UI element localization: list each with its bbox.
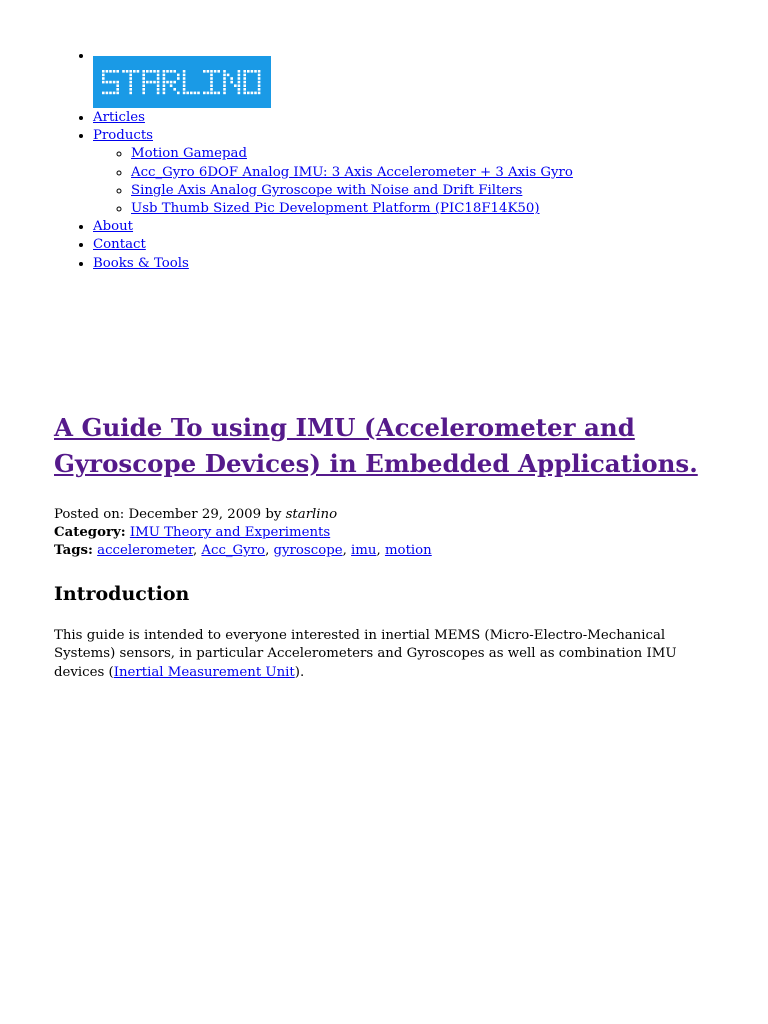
nav-link-contact[interactable]: Contact [93,237,146,253]
title-line-2: Gyroscope Devices) in Embedded Applications. [54,449,698,478]
tag-link[interactable]: Acc_Gyro [201,543,266,559]
submenu-item [131,200,720,218]
tag-link[interactable]: motion [384,543,432,559]
category-label: Category: [54,525,126,541]
submenu-item [131,145,720,163]
nav-item-contact [93,236,720,254]
nav-link-books-tools[interactable]: Books & Tools [93,255,189,271]
tag-link[interactable]: gyroscope [273,543,343,559]
nav-link-single-axis-gyro[interactable]: Single Axis Analog Gyroscope with Noise and Drift Filters [131,182,523,198]
intro-end: ). [294,664,305,680]
products-submenu [93,145,720,218]
posted-by: by [261,507,286,522]
posted-date: December 29, 2009 [128,507,262,522]
post-meta [54,506,714,561]
tags-row: Tags: accelerometer, Acc_Gyro, gyroscope, imu, motion [54,543,432,559]
nav-item-books-tools [93,255,720,273]
category-row [54,524,714,542]
nav-item-about [93,218,720,236]
nav-link-acc-gyro[interactable]: Acc_Gyro 6DOF Analog IMU: 3 Axis Accelerometer + 3 Axis Gyro [131,164,573,180]
nav-link-usb-pic[interactable]: Usb Thumb Sized Pic Development Platform (PIC18F14K50) [131,201,540,217]
nav-item-products [93,127,720,218]
nav-item-articles [93,109,720,127]
tag-link[interactable]: accelerometer [97,543,193,559]
nav-link-products[interactable]: Products [93,128,153,144]
nav-link-about[interactable]: About [93,219,134,235]
article-title [54,410,714,482]
category-link[interactable]: IMU Theory and Experiments [129,525,331,541]
nav-item-logo [93,56,720,109]
posted-on-row [54,506,714,524]
nav-menu [0,56,720,273]
article-title-link[interactable] [54,413,698,478]
imu-link[interactable]: Inertial Measurement Unit [113,664,295,680]
submenu-item [131,182,720,200]
logo-dot-text [102,70,262,96]
tag-link[interactable]: imu [351,543,377,559]
intro-text: This guide is intended to everyone interested in inertial MEMS (Micro-Electro-Mechanical Systems) sensors, in particular Accelerometers and Gyroscopes as well as combination IMU devices ( [54,627,677,680]
article [54,410,714,696]
intro-paragraph [54,627,694,683]
starlino-logo[interactable] [93,56,271,108]
nav-link-articles[interactable]: Articles [93,110,145,125]
site-navigation [0,56,720,273]
title-line-1: A Guide To using IMU (Accelerometer and [54,413,635,442]
section-heading: Introduction [54,582,190,605]
nav-link-motion-gamepad[interactable]: Motion Gamepad [131,146,247,162]
author-name: starlino [285,507,338,522]
posted-prefix: Posted on: [54,507,129,522]
submenu-item [131,164,720,182]
tags-label: Tags: [54,543,93,559]
